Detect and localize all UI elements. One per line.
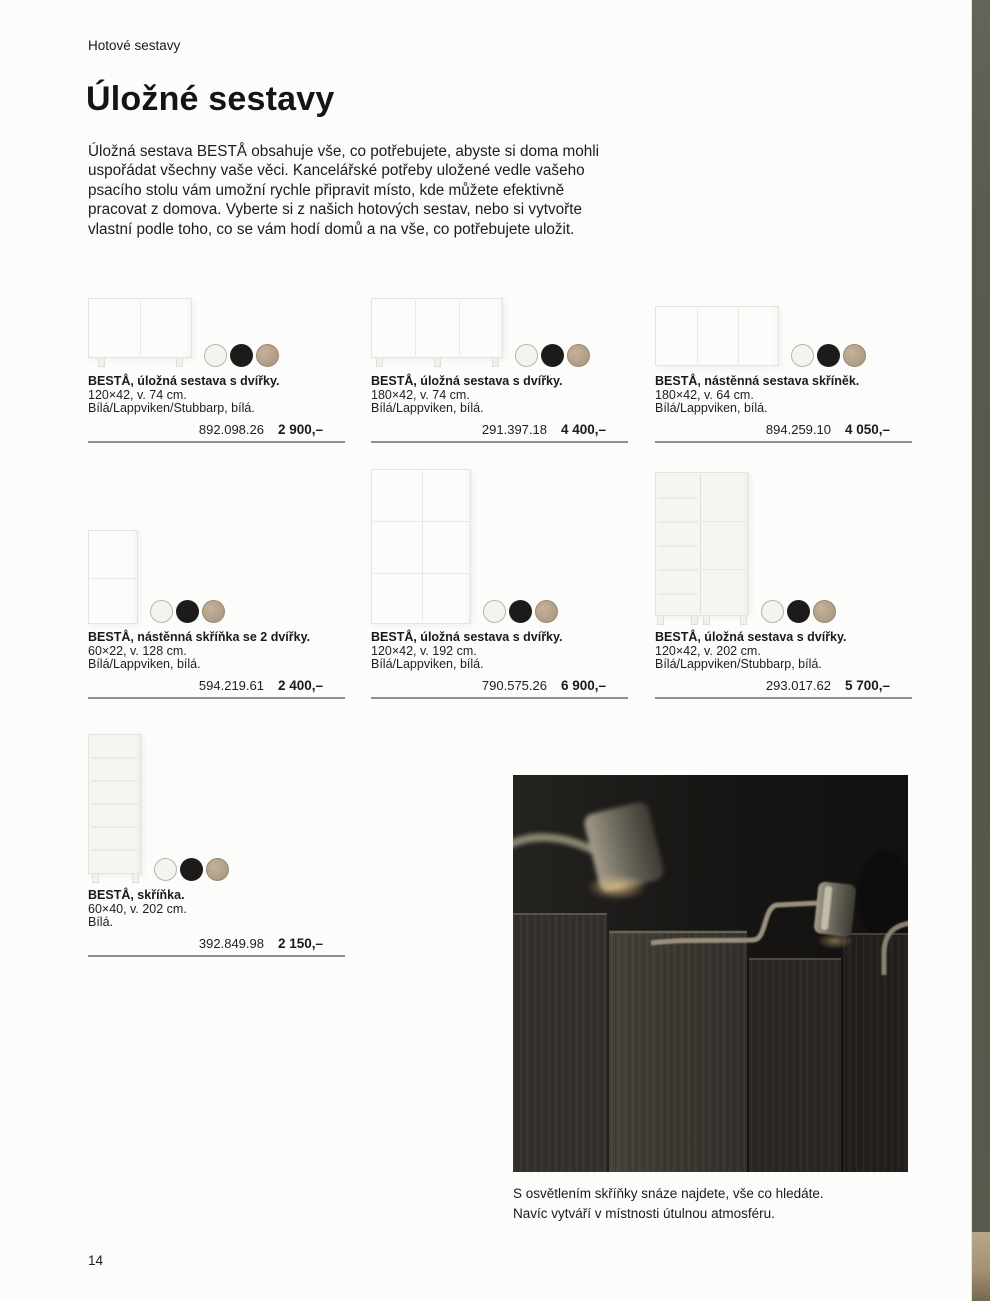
article-number: 892.098.26 [198, 421, 264, 437]
photo-caption-line1: S osvětlením skříňky snáze najdete, vše co hledáte. [513, 1186, 824, 1201]
product-name: BESTÅ, skříňka. [88, 888, 185, 902]
swatch-beige-icon [813, 600, 836, 623]
swatch-white-icon [154, 858, 177, 881]
swatch-beige-icon [206, 858, 229, 881]
swatch-black-icon [180, 858, 203, 881]
article-number: 392.849.98 [198, 935, 264, 951]
product-colors: Bílá/Lappviken, bílá. [88, 656, 201, 671]
photo-caption-line2: Navíc vytváří v místnosti útulnou atmosféru. [513, 1206, 775, 1221]
swatch-white-icon [204, 344, 227, 367]
swatch-black-icon [787, 600, 810, 623]
product-price: 2 150,– [277, 935, 323, 951]
color-swatches [154, 858, 229, 882]
page-title: Úložné sestavy [86, 80, 335, 118]
product-image-open-shelf-unit [88, 734, 142, 882]
swatch-beige-icon [256, 344, 279, 367]
swatch-black-icon [817, 344, 840, 367]
color-swatches [791, 344, 866, 368]
swatch-beige-icon [535, 600, 558, 623]
color-swatches [150, 600, 225, 624]
color-swatches [483, 600, 558, 624]
product-price: 4 050,– [844, 421, 890, 437]
page-number: 14 [88, 1253, 104, 1268]
product-name: BESTÅ, úložná sestava s dvířky. [371, 374, 563, 388]
product-dimensions: 120×42, v. 202 cm. [655, 643, 761, 658]
product-card[interactable] [88, 728, 346, 957]
product-image-wall-cabinet-2door [88, 530, 138, 624]
product-name: BESTÅ, úložná sestava s dvířky. [88, 374, 280, 388]
swatch-white-icon [150, 600, 173, 623]
product-price: 6 900,– [560, 677, 606, 693]
color-swatches [515, 344, 590, 368]
edge-strip-olive [972, 0, 990, 1232]
product-image-shelf-door-combination [655, 472, 749, 624]
divider [371, 697, 628, 699]
product-dimensions: 60×40, v. 202 cm. [88, 901, 187, 916]
product-colors: Bílá/Lappviken/Stubbarp, bílá. [655, 656, 822, 671]
product-name: BESTÅ, úložná sestava s dvířky. [655, 630, 847, 644]
product-image-tall-cabinet-6door [371, 469, 471, 624]
photo-caption [513, 1184, 824, 1224]
divider [88, 955, 345, 957]
swatch-beige-icon [202, 600, 225, 623]
product-name: BESTÅ, nástěnná sestava skříněk. [655, 374, 860, 388]
product-card[interactable] [655, 462, 913, 699]
divider [371, 441, 628, 443]
color-swatches [204, 344, 279, 368]
article-number: 894.259.10 [765, 421, 831, 437]
product-price: 4 400,– [560, 421, 606, 437]
product-image-sideboard-2door [88, 298, 192, 368]
section-eyebrow: Hotové sestavy [88, 38, 181, 53]
product-price: 2 400,– [277, 677, 323, 693]
divider [88, 441, 345, 443]
color-swatches [761, 600, 836, 624]
product-card[interactable] [371, 290, 629, 443]
product-colors: Bílá. [88, 914, 114, 929]
product-dimensions: 120×42, v. 192 cm. [371, 643, 477, 658]
product-image-sideboard-3door [371, 298, 503, 368]
page-edge-photo-strip [971, 0, 990, 1301]
product-colors: Bílá/Lappviken, bílá. [371, 656, 484, 671]
product-card[interactable] [88, 462, 346, 699]
product-colors: Bílá/Lappviken, bílá. [371, 400, 484, 415]
product-name: BESTÅ, úložná sestava s dvířky. [371, 630, 563, 644]
product-card[interactable] [371, 462, 629, 699]
swatch-white-icon [761, 600, 784, 623]
swatch-white-icon [791, 344, 814, 367]
swatch-black-icon [176, 600, 199, 623]
article-number: 291.397.18 [481, 421, 547, 437]
product-dimensions: 180×42, v. 74 cm. [371, 387, 470, 402]
cabinet-lighting-photo [513, 775, 908, 1172]
product-colors: Bílá/Lappviken, bílá. [655, 400, 768, 415]
swatch-beige-icon [567, 344, 590, 367]
swatch-beige-icon [843, 344, 866, 367]
product-dimensions: 60×22, v. 128 cm. [88, 643, 187, 658]
article-number: 594.219.61 [198, 677, 264, 693]
intro-paragraph: Úložná sestava BESTÅ obsahuje vše, co potřebujete, abyste si doma mohli uspořádat všechny vaše věci. Kancelářské potřeby uložené vedle vašeho psacího stolu vám umožní rychle připravit místo, kde můžete efektivně pracovat z domova. Vyberte si z našich hotových sestav, nebo si vytvořte vlastní podle toho, co se vám hodí domů a na vše, co potřebujete uložit. [88, 143, 600, 238]
swatch-white-icon [515, 344, 538, 367]
product-card[interactable] [88, 290, 346, 443]
edge-strip-wood-floor [972, 1232, 990, 1301]
product-dimensions: 120×42, v. 74 cm. [88, 387, 187, 402]
divider [655, 441, 912, 443]
product-price: 5 700,– [844, 677, 890, 693]
swatch-black-icon [541, 344, 564, 367]
product-image-wall-cabinets [655, 306, 779, 368]
product-card[interactable] [655, 290, 913, 443]
divider [88, 697, 345, 699]
product-colors: Bílá/Lappviken/Stubbarp, bílá. [88, 400, 255, 415]
product-price: 2 900,– [277, 421, 323, 437]
article-number: 293.017.62 [765, 677, 831, 693]
article-number: 790.575.26 [481, 677, 547, 693]
swatch-white-icon [483, 600, 506, 623]
divider [655, 697, 912, 699]
swatch-black-icon [509, 600, 532, 623]
product-name: BESTÅ, nástěnná skříňka se 2 dvířky. [88, 630, 311, 644]
product-dimensions: 180×42, v. 64 cm. [655, 387, 754, 402]
swatch-black-icon [230, 344, 253, 367]
